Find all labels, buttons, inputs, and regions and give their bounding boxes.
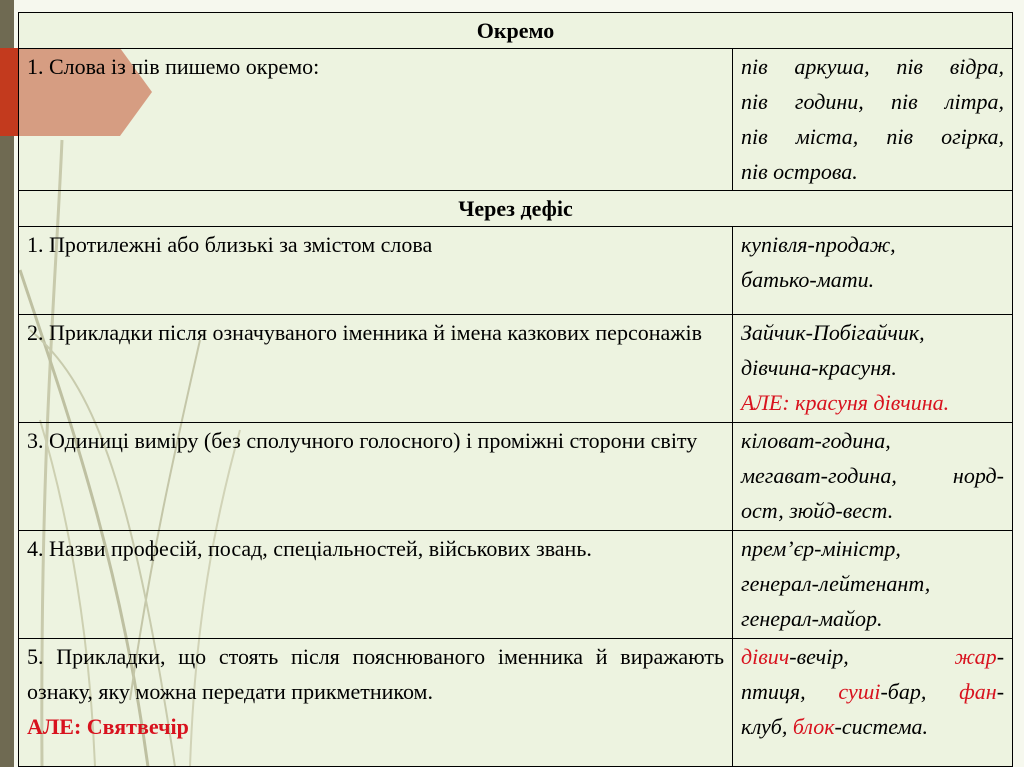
example-line: клуб, блок-система. [741, 714, 929, 739]
spelling-rules-table [18, 12, 1013, 767]
example-line: генерал-лейтенант, [741, 571, 931, 596]
table-row [19, 49, 1013, 191]
example-line: ост, зюйд-вест. [741, 498, 894, 523]
examples-cell [733, 531, 1013, 639]
example-line: пів острова. [741, 159, 858, 184]
example-line: птиця, суші-бар, фан- [741, 679, 1005, 704]
table-row [19, 315, 1013, 423]
rule-text: 2. Прикладки після означуваного іменника й імена казкових персонажів [19, 315, 733, 423]
examples-cell [733, 423, 1013, 531]
rule-text: 1. Протилежні або близькі за змістом слова [19, 227, 733, 315]
table-row [19, 639, 1013, 767]
exception-line: АЛЕ: Святвечір [27, 714, 189, 739]
rule-text: 5. Прикладки, що стоять після пояснюваного іменника й виражають ознаку, яку можна передати прикметником. [27, 644, 724, 704]
example-line: пів аркуша, пів відра, [741, 54, 1005, 79]
example-line: Зайчик-Побігайчик, [741, 320, 925, 345]
exception-line: АЛЕ: красуня дівчина. [741, 390, 950, 415]
examples-cell [733, 639, 1013, 767]
table-row [19, 531, 1013, 639]
table-row [19, 423, 1013, 531]
rule-text-cell [19, 639, 733, 767]
example-line: пів міста, пів огірка, [741, 124, 1005, 149]
example-line: мегават-година, норд- [741, 463, 1005, 488]
example-line: прем’єр-міністр, [741, 536, 901, 561]
example-line: генерал-майор. [741, 606, 883, 631]
example-line: батько-мати. [741, 267, 875, 292]
section-title-hyphen: Через дефіс [19, 191, 1013, 227]
table-row [19, 227, 1013, 315]
example-line: кіловат-година, [741, 428, 891, 453]
example-line: купівля-продаж, [741, 232, 896, 257]
example-line: дівчина-красуня. [741, 355, 897, 380]
examples-cell [733, 315, 1013, 423]
rule-text: 1. Слова із пів пишемо окремо: [19, 49, 733, 191]
example-line: дівич-вечір, жар- [741, 644, 1005, 669]
rule-text: 4. Назви професій, посад, спеціальностей, військових звань. [19, 531, 733, 639]
examples-cell [733, 227, 1013, 315]
section-title-separate: Окремо [19, 13, 1013, 49]
rule-text: 3. Одиниці виміру (без сполучного голосного) і проміжні сторони світу [19, 423, 733, 531]
examples-cell [733, 49, 1013, 191]
example-line: пів години, пів літра, [741, 89, 1005, 114]
